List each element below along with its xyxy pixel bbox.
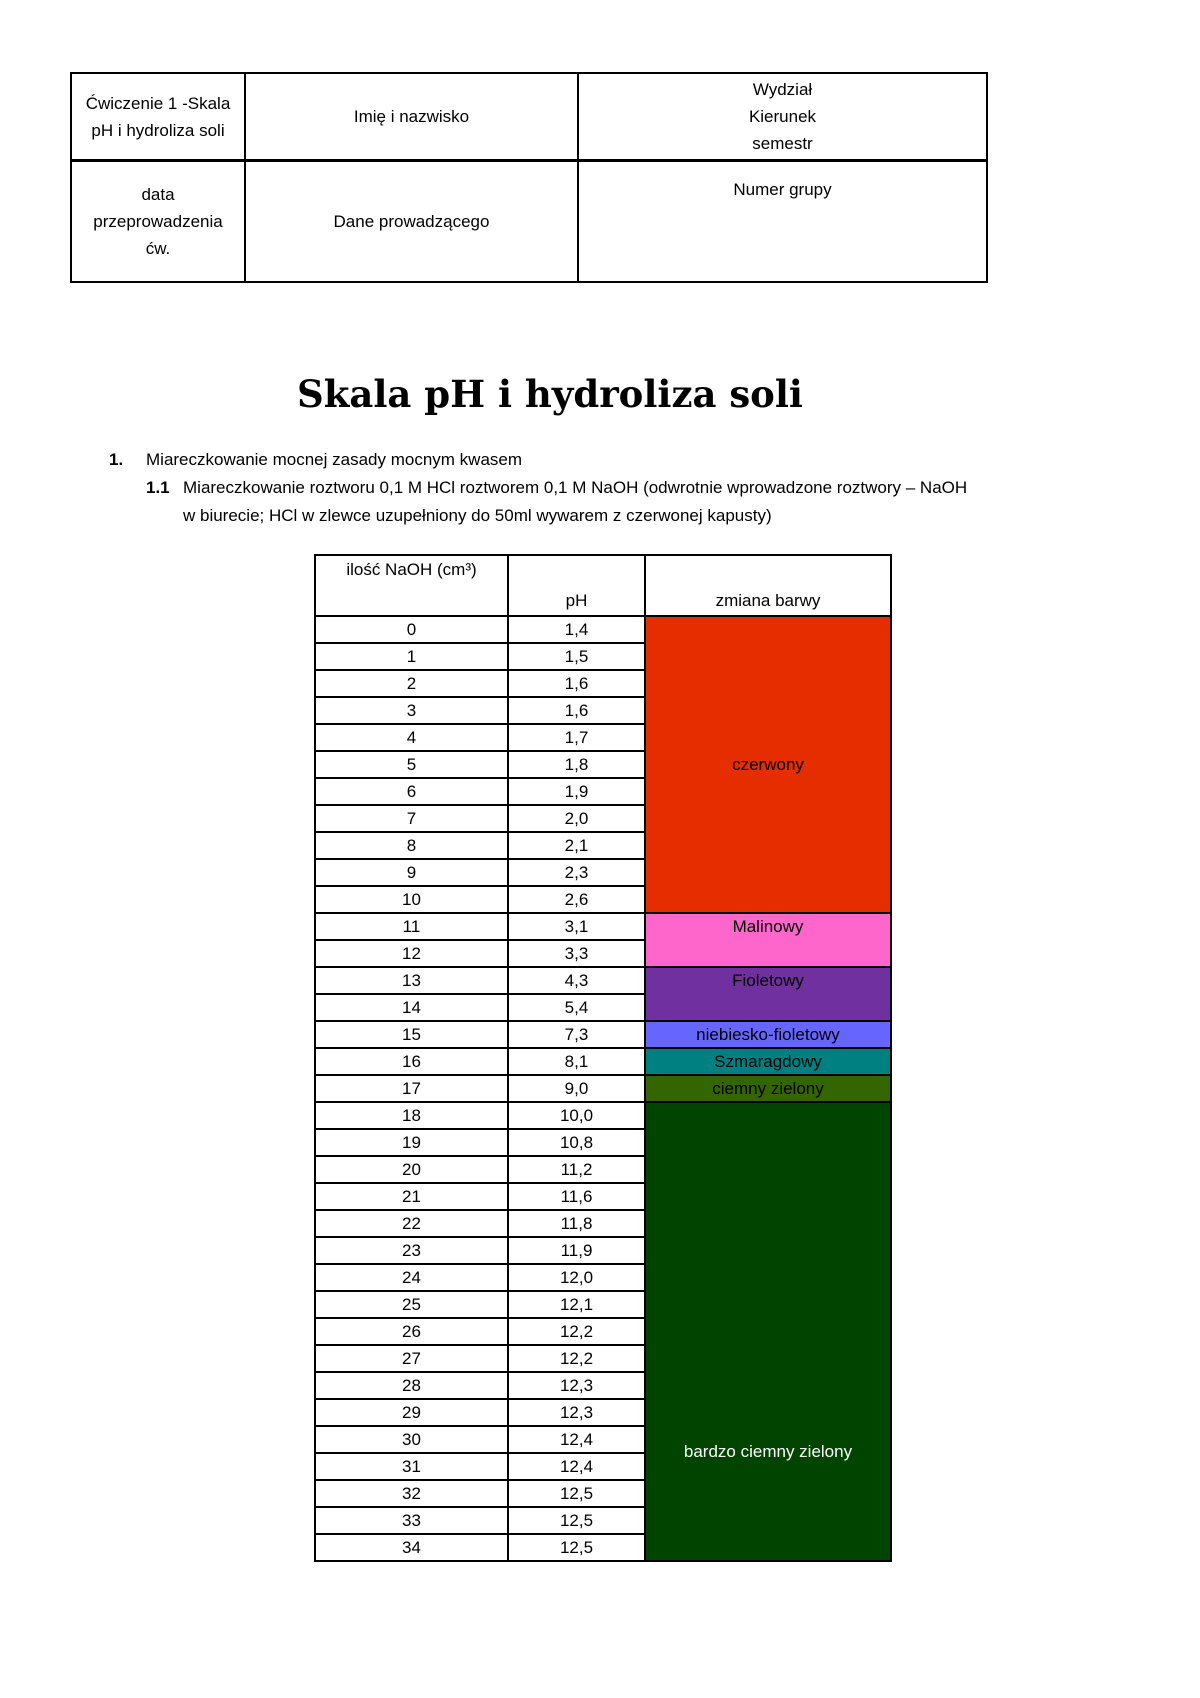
table-row <box>315 1048 891 1075</box>
naoh-volume-cell: 32 <box>315 1480 508 1507</box>
ph-cell: 11,2 <box>508 1156 645 1183</box>
ph-cell: 2,3 <box>508 859 645 886</box>
section-1-1-line-2: w biurecie; HCl w zlewce uzupełniony do 50ml wywarem z czerwonej kapusty) <box>183 506 772 525</box>
ph-cell: 2,1 <box>508 832 645 859</box>
ph-cell: 9,0 <box>508 1075 645 1102</box>
naoh-volume-cell: 33 <box>315 1507 508 1534</box>
ph-cell: 1,6 <box>508 670 645 697</box>
naoh-volume-cell: 25 <box>315 1291 508 1318</box>
ph-cell: 3,1 <box>508 913 645 940</box>
naoh-volume-cell: 9 <box>315 859 508 886</box>
ph-cell: 1,9 <box>508 778 645 805</box>
naoh-volume-cell: 12 <box>315 940 508 967</box>
naoh-volume-cell: 5 <box>315 751 508 778</box>
ph-cell: 11,6 <box>508 1183 645 1210</box>
header-naoh-volume: ilość NaOH (cm³) <box>315 555 508 616</box>
section-1-1-number: 1.1 <box>146 478 170 497</box>
ph-cell: 11,9 <box>508 1237 645 1264</box>
table-row <box>315 1102 891 1129</box>
ph-cell: 1,6 <box>508 697 645 724</box>
naoh-volume-cell: 31 <box>315 1453 508 1480</box>
table-row <box>315 1021 891 1048</box>
table-row <box>315 967 891 994</box>
naoh-volume-cell: 13 <box>315 967 508 994</box>
ph-cell: 12,2 <box>508 1318 645 1345</box>
exercise-title-cell: Ćwiczenie 1 -Skala pH i hydroliza soli <box>71 73 245 161</box>
naoh-volume-cell: 22 <box>315 1210 508 1237</box>
header-color-change: zmiana barwy <box>645 555 891 616</box>
naoh-volume-cell: 11 <box>315 913 508 940</box>
naoh-volume-cell: 2 <box>315 670 508 697</box>
student-name-cell: Imię i nazwisko <box>245 73 578 161</box>
ph-cell: 4,3 <box>508 967 645 994</box>
section-1-number: 1. <box>109 450 124 469</box>
naoh-volume-cell: 19 <box>315 1129 508 1156</box>
ph-cell: 12,3 <box>508 1399 645 1426</box>
header-info-table <box>70 72 988 283</box>
page-title: Skala pH i hydroliza soli <box>297 372 803 416</box>
naoh-volume-cell: 10 <box>315 886 508 913</box>
ph-cell: 12,0 <box>508 1264 645 1291</box>
ph-cell: 11,8 <box>508 1210 645 1237</box>
ph-cell: 2,0 <box>508 805 645 832</box>
color-change-cell: Fioletowy <box>645 967 891 1021</box>
ph-cell: 1,4 <box>508 616 645 643</box>
ph-cell: 1,8 <box>508 751 645 778</box>
color-change-cell: niebiesko-fioletowy <box>645 1021 891 1048</box>
naoh-volume-cell: 14 <box>315 994 508 1021</box>
color-change-cell: bardzo ciemny zielony <box>645 1102 891 1561</box>
ph-cell: 12,2 <box>508 1345 645 1372</box>
group-number-cell: Numer grupy <box>578 161 987 283</box>
table-row <box>315 913 891 940</box>
ph-cell: 2,6 <box>508 886 645 913</box>
naoh-volume-cell: 3 <box>315 697 508 724</box>
table-header-row <box>315 555 891 616</box>
ph-cell: 12,1 <box>508 1291 645 1318</box>
faculty-cell: Wydział Kierunek semestr <box>578 73 987 161</box>
table-row <box>315 616 891 643</box>
naoh-volume-cell: 16 <box>315 1048 508 1075</box>
ph-cell: 12,4 <box>508 1453 645 1480</box>
header-ph: pH <box>508 555 645 616</box>
titration-table <box>314 554 892 1562</box>
naoh-volume-cell: 34 <box>315 1534 508 1561</box>
ph-cell: 10,0 <box>508 1102 645 1129</box>
table-row <box>315 1075 891 1102</box>
color-change-cell: ciemny zielony <box>645 1075 891 1102</box>
section-1-heading: Miareczkowanie mocnej zasady mocnym kwasem <box>146 450 523 469</box>
naoh-volume-cell: 1 <box>315 643 508 670</box>
ph-cell: 3,3 <box>508 940 645 967</box>
naoh-volume-cell: 15 <box>315 1021 508 1048</box>
naoh-volume-cell: 17 <box>315 1075 508 1102</box>
naoh-volume-cell: 26 <box>315 1318 508 1345</box>
section-1-1-line-1: Miareczkowanie roztworu 0,1 M HCl roztworem 0,1 M NaOH (odwrotnie wprowadzone roztwory – NaOH <box>183 478 968 497</box>
color-change-cell: czerwony <box>645 616 891 913</box>
ph-cell: 12,5 <box>508 1507 645 1534</box>
naoh-volume-cell: 0 <box>315 616 508 643</box>
ph-cell: 12,5 <box>508 1480 645 1507</box>
ph-cell: 12,3 <box>508 1372 645 1399</box>
ph-cell: 12,4 <box>508 1426 645 1453</box>
date-cell: data przeprowadzenia ćw. <box>71 161 245 283</box>
naoh-volume-cell: 29 <box>315 1399 508 1426</box>
naoh-volume-cell: 7 <box>315 805 508 832</box>
naoh-volume-cell: 6 <box>315 778 508 805</box>
naoh-volume-cell: 21 <box>315 1183 508 1210</box>
ph-cell: 8,1 <box>508 1048 645 1075</box>
ph-cell: 7,3 <box>508 1021 645 1048</box>
ph-cell: 12,5 <box>508 1534 645 1561</box>
naoh-volume-cell: 20 <box>315 1156 508 1183</box>
instructor-cell: Dane prowadzącego <box>245 161 578 283</box>
color-change-cell: Szmaragdowy <box>645 1048 891 1075</box>
ph-cell: 1,7 <box>508 724 645 751</box>
naoh-volume-cell: 8 <box>315 832 508 859</box>
naoh-volume-cell: 30 <box>315 1426 508 1453</box>
ph-cell: 1,5 <box>508 643 645 670</box>
color-change-cell: Malinowy <box>645 913 891 967</box>
naoh-volume-cell: 27 <box>315 1345 508 1372</box>
naoh-volume-cell: 24 <box>315 1264 508 1291</box>
naoh-volume-cell: 18 <box>315 1102 508 1129</box>
naoh-volume-cell: 4 <box>315 724 508 751</box>
ph-cell: 5,4 <box>508 994 645 1021</box>
naoh-volume-cell: 28 <box>315 1372 508 1399</box>
naoh-volume-cell: 23 <box>315 1237 508 1264</box>
ph-cell: 10,8 <box>508 1129 645 1156</box>
